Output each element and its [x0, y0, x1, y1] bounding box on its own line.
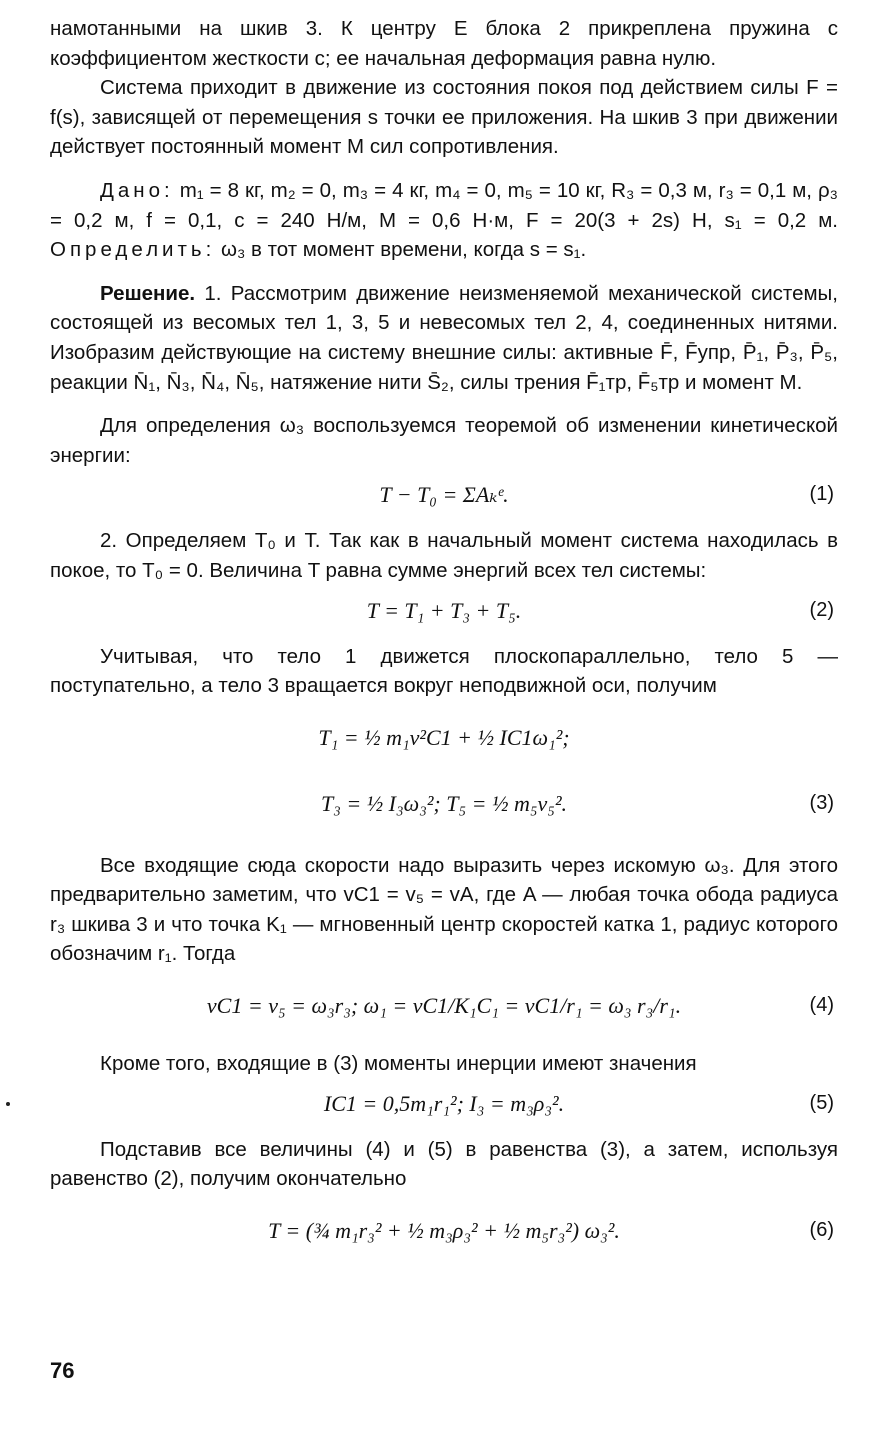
- equation-1-number: (1): [809, 483, 834, 506]
- equation-3b: [50, 773, 838, 833]
- given-label: Дано:: [100, 178, 174, 202]
- equation-6-formula: T = (¾ m₁r₃² + ½ m₃ρ₃² + ½ m₅r₃²) ω₃².: [268, 1217, 620, 1243]
- equation-1-formula: T − T₀ = ΣAₖᵉ.: [379, 482, 509, 508]
- page-number: 76: [50, 1358, 75, 1383]
- page-body: [50, 14, 838, 1266]
- equation-3a-formula: T₁ = ½ m₁v²C1 + ½ IC1ω₁²;: [318, 724, 570, 750]
- find-label: Определить:: [50, 238, 216, 262]
- equation-4-number: (4): [809, 994, 834, 1017]
- equation-4-formula: vC1 = v₅ = ω₃r₃; ω₁ = vC1/K₁C₁ = vC1/r₁ = ω₃ r₃/r₁.: [206, 993, 682, 1019]
- equation-2-formula: T = T₁ + T₃ + T₅.: [366, 597, 522, 623]
- paragraph-velocities: Все входящие сюда скорости надо выразить через искомую ω₃. Для этого предварительно заметим, что vC1 = v₅ = vA, где A — любая точка обода радиуса r₃ шкива 3 и что точка K₁ — мгновенный центр скоростей катка 1, радиус которого обозначим r₁. Тогда: [50, 853, 838, 966]
- equation-2: [50, 592, 838, 628]
- paragraph-body-motions: Учитывая, что тело 1 движется плоскопараллельно, тело 5 — поступательно, а тело 3 вращается вокруг неподвижной оси, получим: [50, 644, 838, 698]
- equation-3b-formula: T₃ = ½ I₃ω₃²; T₅ = ½ m₅v₅².: [320, 790, 568, 816]
- paragraph-continuation: намотанными на шкив 3. К центру E блока 2 прикреплена пружина с коэффициентом жесткости c; ее начальная деформация равна нулю.: [50, 17, 838, 70]
- equation-3a: [50, 707, 838, 767]
- paragraph-given: [50, 176, 838, 265]
- equation-1: [50, 476, 838, 512]
- equation-2-number: (2): [809, 598, 834, 621]
- given-values: m₁ = 8 кг, m₂ = 0, m₃ = 4 кг, m₄ = 0, m₅ = 10 кг, R₃ = 0,3 м, r₃ = 0,1 м, ρ₃ = 0,2 м, f = 0,1, c = 240 Н/м, M = 0,6 Н·м, F = 20(3 + 2s) Н, s₁ = 0,2 м.: [50, 178, 839, 232]
- paragraph-moments-of-inertia: Кроме того, входящие в (3) моменты инерции имеют значения: [100, 1052, 697, 1076]
- solution-text: 1. Рассмотрим движение неизменяемой механической системы, состоящей из весомых тел 1, 3, 5 и невесомых тел 2, 4, соединенных нитями. Изобразим действующие на систему внешние силы: активные F̄, F̄упр, P̄₁, P̄₃, P̄₅, реакции N̄₁, N̄₃, N̄₄, N̄₅, натяжение нити S̄₂, силы трения F̄₁тр, F̄₅тр и момент M.: [50, 281, 838, 394]
- paragraph-solution: [50, 279, 838, 397]
- equation-4: [50, 975, 838, 1035]
- paragraph-determine-t: 2. Определяем T₀ и T. Так как в начальный момент система находилась в покое, то T₀ = 0. Величина T равна сумме энергий всех тел системы:: [50, 529, 838, 582]
- paragraph-substitution: Подставив все величины (4) и (5) в равенства (3), а затем, используя равенство (2), получим окончательно: [50, 1137, 838, 1191]
- equation-6: [50, 1200, 838, 1260]
- equation-5: [50, 1085, 838, 1121]
- scan-speck: [6, 1102, 10, 1106]
- equation-6-number: (6): [809, 1218, 834, 1241]
- equation-3-number: (3): [809, 791, 834, 814]
- solution-label: Решение.: [100, 281, 196, 305]
- equation-5-formula: IC1 = 0,5m₁r₁²; I₃ = m₃ρ₃².: [323, 1090, 565, 1116]
- find-text: ω₃ в тот момент времени, когда s = s₁.: [220, 238, 587, 262]
- paragraph-kinetic-energy-theorem: Для определения ω₃ воспользуемся теоремой об изменении кинетической энергии:: [50, 414, 838, 467]
- equation-5-number: (5): [809, 1091, 834, 1114]
- paragraph-system-motion: Система приходит в движение из состояния покоя под действием силы F = f(s), зависящей от перемещения s точки ее приложения. На шкив 3 при движении действует постоянный момент M сил сопротивления.: [50, 76, 838, 159]
